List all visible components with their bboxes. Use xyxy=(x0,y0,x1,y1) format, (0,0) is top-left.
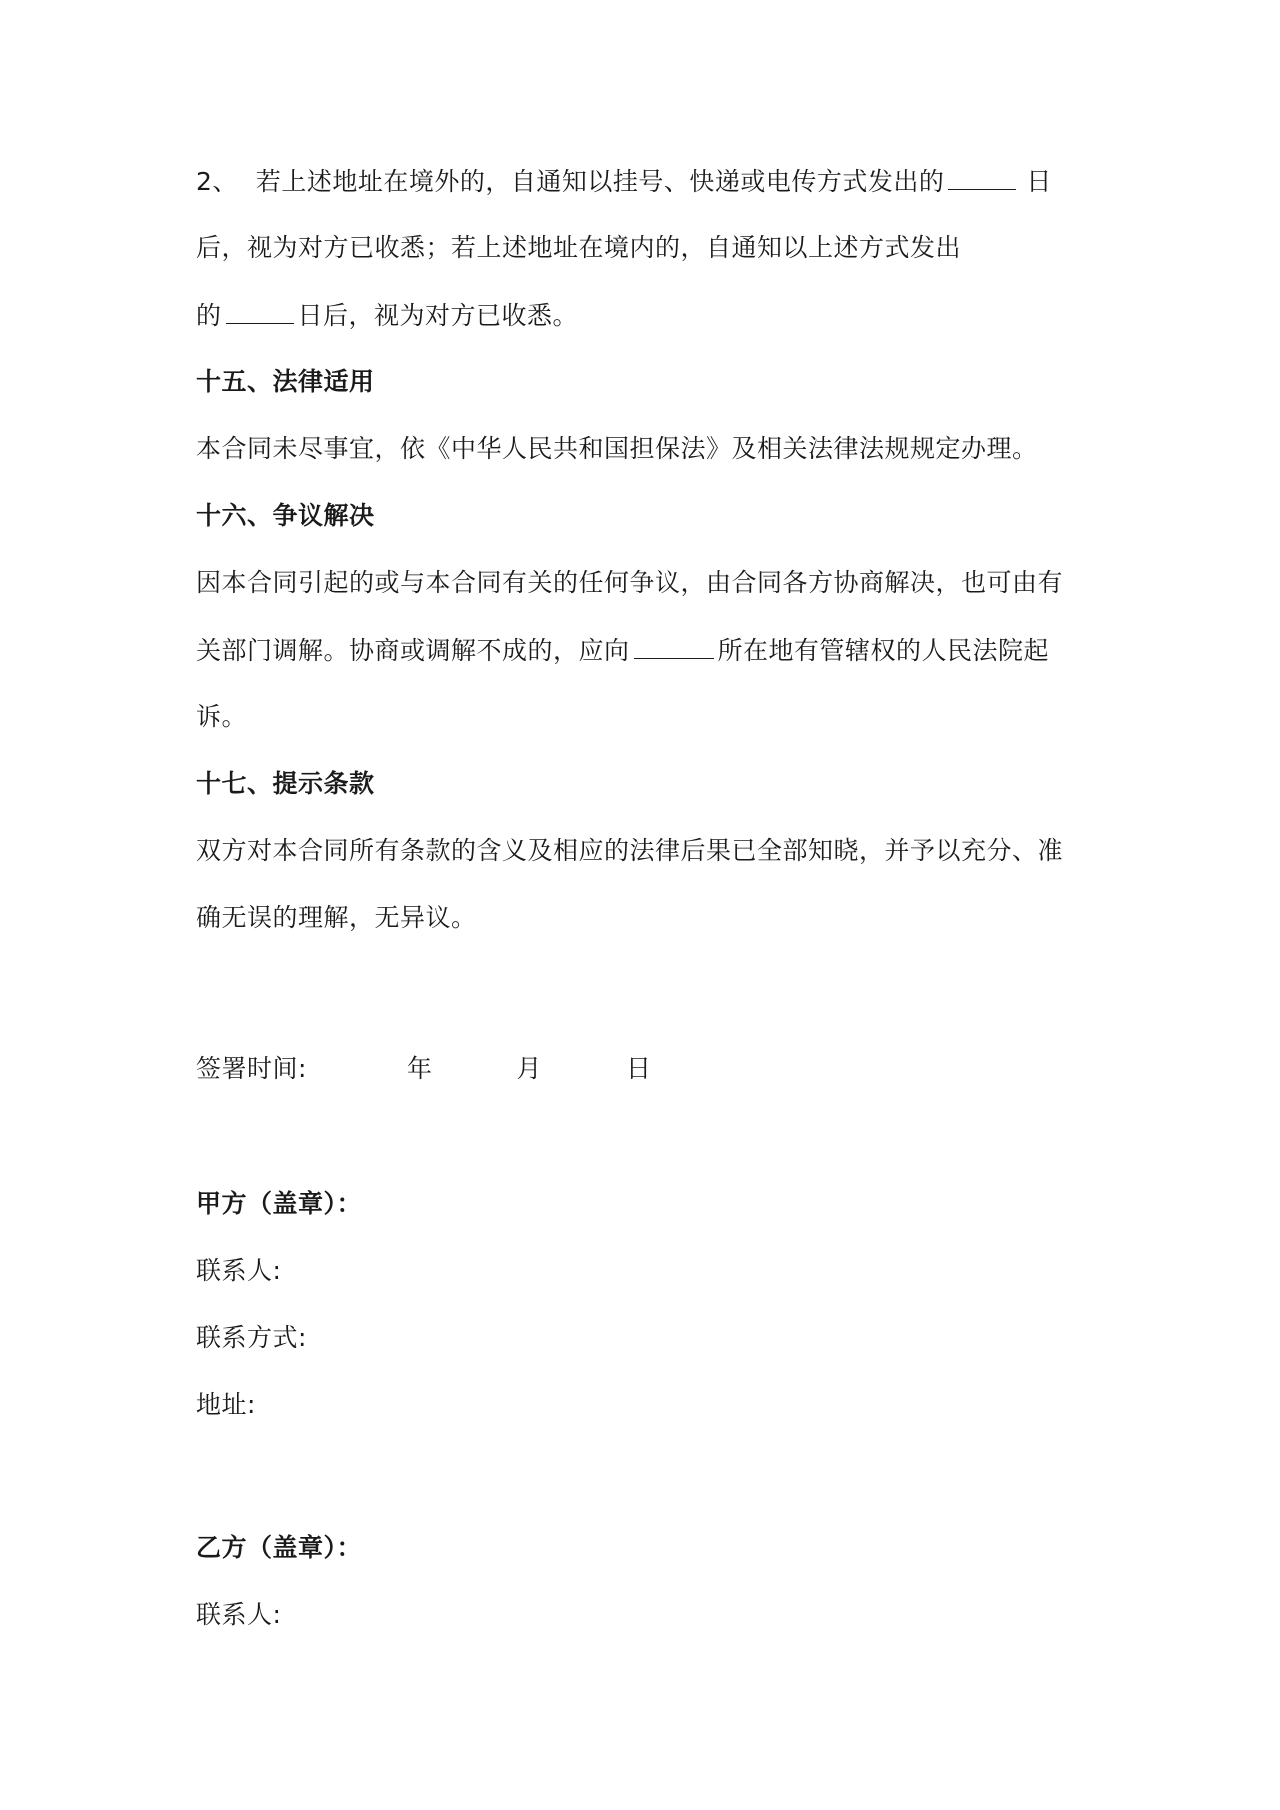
party-a-title: 甲方（盖章）： xyxy=(196,1189,363,1218)
notice-line-1-text: 若上述地址在境外的，自通知以挂号、快递或电传方式发出的 xyxy=(255,167,945,196)
notice-line-3-start: 的 xyxy=(196,301,222,330)
party-a-address: 地址: xyxy=(196,1390,256,1419)
section-16-line-2 xyxy=(196,634,1049,667)
signing-day: 日 xyxy=(625,1054,652,1083)
notice-line-3 xyxy=(196,299,578,332)
fill-blank-days-abroad xyxy=(948,165,1016,190)
party-a-contact: 联系人: xyxy=(196,1256,282,1285)
notice-line-1-end: 日 xyxy=(1026,167,1052,196)
section-16-title: 十六、争议解决 xyxy=(196,501,375,530)
notice-line-1 xyxy=(196,165,1052,198)
notice-line-3-end: 日后，视为对方已收悉。 xyxy=(297,301,579,330)
section-17-line-1: 双方对本合同所有条款的含义及相应的法律后果已全部知晓，并予以充分、准 xyxy=(196,836,1064,865)
notice-item-number: 2、 xyxy=(196,167,238,196)
section-17-line-2: 确无误的理解，无异议。 xyxy=(196,903,477,932)
fill-blank-court-location xyxy=(634,634,714,659)
signing-month: 月 xyxy=(516,1054,542,1083)
notice-line-2: 后，视为对方已收悉；若上述地址在境内的，自通知以上述方式发出 xyxy=(196,233,962,262)
section-15-body: 本合同未尽事宜，依《中华人民共和国担保法》及相关法律法规规定办理。 xyxy=(196,434,1038,463)
section-16-line-2-end: 所在地有管辖权的人民法院起 xyxy=(717,636,1050,665)
signing-year: 年 xyxy=(406,1054,433,1083)
signing-date-label: 签署时间: xyxy=(196,1054,307,1083)
party-b-title: 乙方（盖章）： xyxy=(196,1533,363,1562)
section-16-line-3: 诉。 xyxy=(196,702,248,731)
section-15-title: 十五、法律适用 xyxy=(196,367,375,396)
party-a-phone: 联系方式: xyxy=(196,1323,307,1352)
fill-blank-days-domestic xyxy=(226,299,294,324)
section-16-line-2-start: 关部门调解。协商或调解不成的，应向 xyxy=(196,636,630,665)
section-17-title: 十七、提示条款 xyxy=(196,769,375,798)
signing-date xyxy=(196,1053,651,1085)
section-16-line-1: 因本合同引起的或与本合同有关的任何争议，由合同各方协商解决，也可由有 xyxy=(196,568,1064,597)
party-b-contact: 联系人: xyxy=(196,1600,282,1629)
